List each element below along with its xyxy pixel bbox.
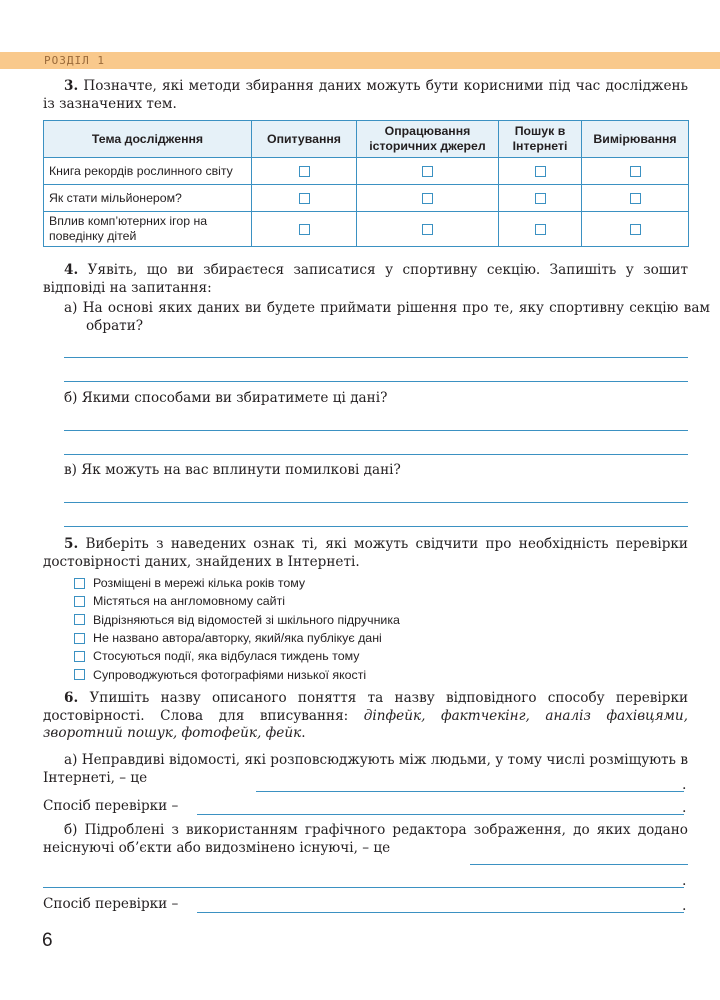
checkbox[interactable]: [74, 578, 85, 589]
checkbox[interactable]: [535, 193, 546, 204]
option-label: Розміщені в мережі кілька років тому: [93, 576, 306, 591]
page-number: 6: [42, 930, 53, 951]
checkbox[interactable]: [630, 224, 641, 235]
answer-line[interactable]: [64, 454, 688, 455]
checkbox[interactable]: [74, 614, 85, 625]
checkbox[interactable]: [299, 193, 310, 204]
option-item[interactable]: [74, 574, 400, 592]
task6-part-b: б) Підроблені з використанням графічного редактора зображення, до яких додано неіснуючі об’єкти або видозмінено існуючі, – це: [43, 822, 688, 856]
task3-number: 3.: [64, 78, 79, 94]
header-internet: Пошук в Інтернеті: [499, 121, 582, 158]
row-topic: Вплив комп’ютерних ігор на поведінку дітей: [44, 212, 252, 247]
line-period: .: [682, 873, 687, 889]
header-history: Опрацювання історичних джерел: [357, 121, 499, 158]
task6-part-a: а) Неправдиві відомості, які розповсюджують між людьми, у тому числі розміщують в Інтернеті, – це: [43, 752, 688, 786]
task4-question-c: в) Як можуть на вас вплинути помилкові дані?: [64, 462, 401, 478]
answer-line[interactable]: [64, 357, 688, 358]
checkbox[interactable]: [74, 596, 85, 607]
option-label: Містяться на англомовному сайті: [93, 594, 286, 609]
header-topic: Тема дослідження: [44, 121, 252, 158]
answer-line[interactable]: [64, 526, 688, 527]
option-item[interactable]: [74, 611, 400, 629]
task5-number: 5.: [64, 536, 79, 552]
checkbox[interactable]: [422, 166, 433, 177]
checkbox[interactable]: [422, 224, 433, 235]
section-header-band: [0, 52, 720, 69]
checkbox[interactable]: [74, 669, 85, 680]
checkbox[interactable]: [422, 193, 433, 204]
answer-line[interactable]: [256, 791, 684, 792]
option-item[interactable]: [74, 647, 400, 665]
task3-table: [43, 120, 689, 247]
table-header-row: [44, 121, 689, 158]
task5-options: [74, 574, 400, 684]
row-topic: Книга рекордів рослинного світу: [44, 158, 252, 185]
answer-line[interactable]: [197, 814, 684, 815]
checkbox[interactable]: [299, 166, 310, 177]
task6-words: діпфейк, фактчекінг, аналіз фахівцями, зворотний пошук, фотофейк, фейк: [43, 707, 688, 741]
answer-line[interactable]: [43, 887, 684, 888]
table-row: [44, 212, 689, 247]
checkbox[interactable]: [74, 633, 85, 644]
task6-end: .: [301, 725, 306, 741]
section-label: РОЗДІЛ 1: [44, 54, 105, 67]
header-measure: Вимірювання: [582, 121, 689, 158]
table-row: [44, 158, 689, 185]
checkbox[interactable]: [299, 224, 310, 235]
checkbox[interactable]: [535, 166, 546, 177]
line-period: .: [682, 777, 687, 793]
option-label: Стосуються події, яка відбулася тиждень тому: [93, 649, 360, 664]
option-item[interactable]: [74, 665, 400, 683]
task5-prompt: [43, 536, 688, 571]
method-label: Спосіб перевірки –: [43, 798, 179, 814]
line-period: .: [682, 800, 687, 816]
task3-text: Позначте, які методи збирання даних можуть бути корисними під час досліджень із зазначених тем.: [43, 78, 688, 112]
task5-text: Виберіть з наведених ознак ті, які можуть свідчити про необхідність перевірки достовірності даних, знайдених в Інтернеті.: [43, 536, 688, 570]
option-item[interactable]: [74, 629, 400, 647]
table-row: [44, 185, 689, 212]
option-label: Не названо автора/авторку, який/яка публікує дані: [93, 631, 382, 646]
line-period: .: [682, 898, 687, 914]
option-label: Супроводжуються фотографіями низької якості: [93, 667, 367, 682]
task4-text: Уявіть, що ви збираєтеся записатися у спортивну секцію. Запишіть у зошит відповіді на запитання:: [43, 262, 689, 296]
task4-number: 4.: [64, 262, 79, 278]
answer-line[interactable]: [197, 912, 684, 913]
checkbox[interactable]: [74, 651, 85, 662]
checkbox[interactable]: [630, 193, 641, 204]
task4-question-b: б) Якими способами ви збиратимете ці дані?: [64, 390, 388, 406]
option-item[interactable]: [74, 592, 400, 610]
checkbox[interactable]: [630, 166, 641, 177]
row-topic: Як стати мільйонером?: [44, 185, 252, 212]
answer-line[interactable]: [64, 502, 688, 503]
header-survey: Опитування: [252, 121, 357, 158]
answer-line[interactable]: [64, 381, 688, 382]
method-label: Спосіб перевірки –: [43, 896, 179, 912]
task6-number: 6.: [64, 690, 79, 706]
answer-line[interactable]: [470, 864, 688, 865]
task4-prompt: [43, 262, 688, 297]
answer-line[interactable]: [64, 430, 688, 431]
task3-prompt: [43, 78, 688, 113]
task6-prompt: [43, 690, 688, 743]
task6-text: Упишіть назву описаного поняття та назву відповідного способу перевірки достовірності. Слова для вписування:: [43, 690, 689, 724]
task4-question-a: а) На основі яких даних ви будете приймати рішення про те, яку спортивну секцію вам обрати?: [64, 300, 710, 334]
option-label: Відрізняються від відомостей зі шкільного підручника: [93, 612, 400, 627]
checkbox[interactable]: [535, 224, 546, 235]
